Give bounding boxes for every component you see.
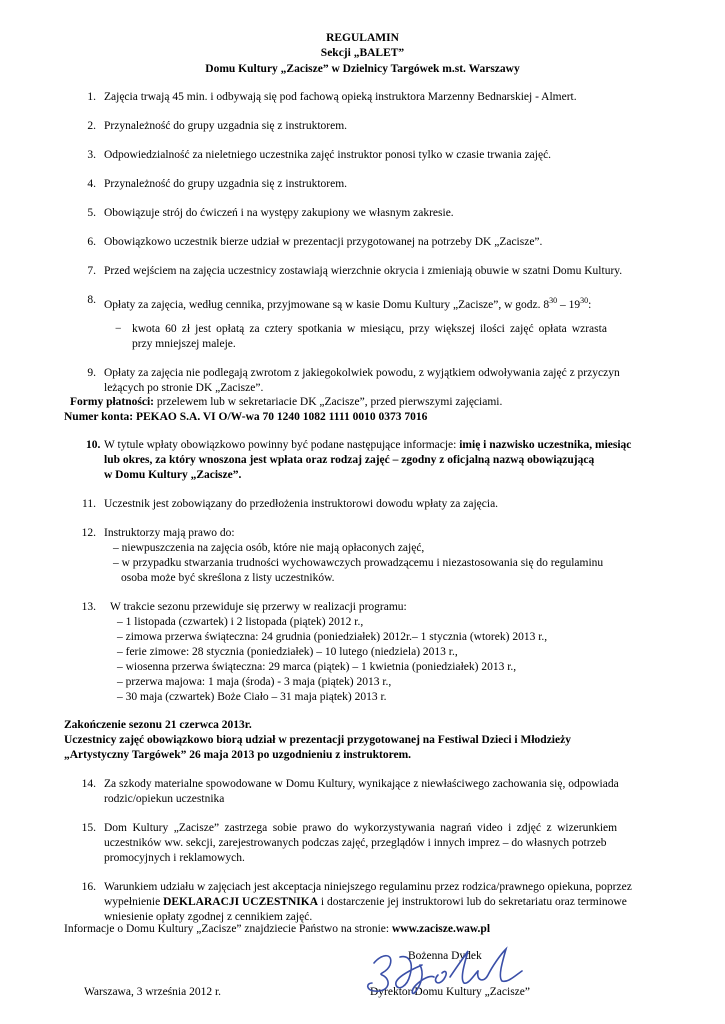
- season-festival: Uczestnicy zajęć obowiązkowo biorą udział w prezentacji przygotowanej na Festiwal Dzieci i Młodzieży: [64, 734, 571, 746]
- declaration-label: DEKLARACJI UCZESTNIKA: [163, 896, 319, 908]
- item-number: 5.: [87, 207, 96, 219]
- item-text: Opłaty za zajęcia nie podlegają zwrotom z jakiegokolwiek powodu, z wyjątkiem odwoływania zajęć z przyczyn: [104, 367, 620, 379]
- list-item: – wiosenna przerwa świąteczna: 29 marca (piątek) – 1 kwietnia (poniedziałek) 2013 r.,: [117, 661, 517, 673]
- item-number: 12.: [81, 527, 96, 539]
- item-text: Za szkody materialne spowodowane w Domu Kultury, wynikające z niewłaściwego zachowania się, odpowiada: [104, 778, 619, 790]
- item-number: 14.: [81, 778, 96, 790]
- sub-text: – w przypadku stwarzania trudności wychowawczych prowadzącemu i niezastosowania się do regulaminu: [113, 557, 604, 569]
- sub-dash: −: [115, 323, 122, 335]
- item-text: uczestników ww. sekcji, zarejestrowanych podczas zajęć, przeglądów i innych imprez – do własnych potrzeb: [104, 837, 607, 849]
- item-text: w Domu Kultury „Zacisze”.: [104, 469, 242, 481]
- payment-forms-label: Formy płatności:: [70, 396, 155, 408]
- item-text: Przed wejściem na zajęcia uczestnicy zostawiają wierzchnie okrycia i zmieniają obuwie w szatni Domu Kultury.: [104, 265, 623, 277]
- hour-sup: 30: [549, 296, 558, 305]
- sub-text: osoba może być skreślona z listy uczestników.: [121, 572, 335, 584]
- item-text: promocyjnych i reklamowych.: [104, 852, 245, 864]
- item-number: 7.: [87, 265, 96, 277]
- item-text-normal: W tytule wpłaty obowiązkowo powinny być podane następujące informacje:: [104, 439, 460, 451]
- item-text: [104, 293, 591, 313]
- signature: [360, 935, 530, 1005]
- sub-text: przy mniejszej maleje.: [132, 338, 236, 350]
- account-number: Numer konta: PEKAO S.A. VI O/W-wa 70 1240 1082 1111 0010 0373 7016: [64, 411, 428, 423]
- item-number: 4.: [87, 178, 96, 190]
- season-end: Zakończenie sezonu 21 czerwca 2013r.: [64, 719, 252, 731]
- season-festival: „Artystyczny Targówek” 26 maja 2013 po uzgodnieniu z instruktorem.: [64, 749, 412, 761]
- list-item: – przerwa majowa: 1 maja (środa) - 3 maja (piątek) 2013 r.,: [117, 676, 392, 688]
- item-number: 9.: [87, 367, 96, 379]
- list-item: – ferie zimowe: 28 stycznia (poniedziałek) – 10 lutego (niedziela) 2013 r.,: [117, 646, 458, 658]
- item-text: wniesienie opłaty zgodnej z cennikiem zajęć.: [104, 911, 313, 923]
- item-text-a: wypełnienie: [104, 896, 164, 908]
- signer-name: Bożenna Dydek: [408, 950, 482, 962]
- info-text: Informacje o Domu Kultury „Zacisze” znajdziecie Państwo na stronie:: [64, 923, 392, 935]
- item-text: Przynależność do grupy uzgadnia się z instruktorem.: [104, 120, 348, 132]
- item-text: W trakcie sezonu przewiduje się przerwy w realizacji programu:: [110, 601, 407, 613]
- payment-forms: [70, 395, 502, 410]
- item-text: Obowiązkowo uczestnik bierze udział w prezentacji przygotowanej na potrzeby DK „Zacisze”.: [104, 236, 543, 248]
- doc-title: REGULAMIN: [326, 32, 399, 44]
- item-text-main: Opłaty za zajęcia, według cennika, przyjmowane są w kasie Domu Kultury „Zacisze”, w godz. 8: [104, 298, 550, 311]
- item-text-b: i dostarczenie jej instruktorowi lub do sekretariatu oraz terminowe: [318, 896, 627, 908]
- signer-title: Dyrektor Domu Kultury „Zacisze”: [370, 986, 530, 998]
- item-number: 11.: [82, 498, 96, 510]
- item-number: 2.: [87, 120, 96, 132]
- item-text-mid: – 19: [557, 298, 581, 311]
- item-text: rodzic/opiekun uczestnika: [104, 793, 225, 805]
- item-number: 15.: [81, 822, 96, 834]
- hour-sup: 30: [580, 296, 589, 305]
- list-item: – 1 listopada (czwartek) i 2 listopada (piątek) 2012 r.,: [117, 616, 364, 628]
- item-number: 3.: [87, 149, 96, 161]
- item-number: 10.: [86, 439, 101, 451]
- item-text: Dom Kultury „Zacisze” zastrzega sobie prawo do wykorzystywania nagrań video i zdjęć z wizerunkiem: [104, 822, 618, 834]
- item-text: Odpowiedzialność za nieletniego uczestnika zajęć instruktor ponosi tylko w czasie trwania zajęć.: [104, 149, 552, 161]
- item-text: Zajęcia trwają 45 min. i odbywają się pod fachową opieką instruktora Marzenny Bednarskiej - Almert.: [104, 91, 577, 103]
- list-item: – 30 maja (czwartek) Boże Ciało – 31 maja piątek) 2013 r.: [117, 691, 387, 703]
- item-text-end: :: [588, 298, 592, 311]
- item-text: Warunkiem udziału w zajęciach jest akceptacja niniejszego regulaminu przez rodzica/prawnego opiekuna, poprzez: [104, 881, 632, 893]
- item-number: 16.: [81, 881, 96, 893]
- place-date: Warszawa, 3 września 2012 r.: [84, 986, 222, 998]
- item-number: 6.: [87, 236, 96, 248]
- item-number: 1.: [87, 91, 96, 103]
- item-text: Obowiązuje strój do ćwiczeń i na występy zakupiony we własnym zakresie.: [104, 207, 454, 219]
- item-text: Uczestnik jest zobowiązany do przedłożenia instruktorowi dowodu wpłaty za zajęcia.: [104, 498, 499, 510]
- item-text: [104, 895, 627, 910]
- list-item: – zimowa przerwa świąteczna: 24 grudnia (poniedziałek) 2012r.– 1 stycznia (wtorek) 2013 r.,: [117, 631, 548, 643]
- doc-institution: Domu Kultury „Zacisze” w Dzielnicy Targówek m.st. Warszawy: [205, 63, 520, 75]
- website-link[interactable]: www.zacisze.waw.pl: [391, 923, 491, 935]
- item-text: Przynależność do grupy uzgadnia się z instruktorem.: [104, 178, 348, 190]
- item-text: Instruktorzy mają prawo do:: [104, 527, 235, 539]
- sub-text: – niewpuszczenia na zajęcia osób, które nie mają opłaconych zajęć,: [113, 542, 425, 554]
- item-text: leżących po stronie DK „Zacisze”.: [104, 382, 264, 394]
- sub-text: kwota 60 zł jest opłatą za cztery spotkania w miesiącu, przy większej ilości zajęć opłata wzrasta: [132, 323, 607, 335]
- doc-section: Sekcji „BALET”: [320, 47, 405, 59]
- payment-forms-text: przelewem lub w sekretariacie DK „Zacisze”, przed pierwszymi zajęciami.: [154, 396, 503, 408]
- item-number: 8.: [87, 294, 96, 306]
- item-text: lub okres, za który wnoszona jest wpłata oraz rodzaj zajęć – zgodny z oficjalną nazwą obowiązującą: [104, 454, 595, 466]
- item-text: [104, 438, 631, 453]
- item-text-bold: imię i nazwisko uczestnika, miesiąc: [459, 439, 632, 451]
- item-number: 13.: [81, 601, 96, 613]
